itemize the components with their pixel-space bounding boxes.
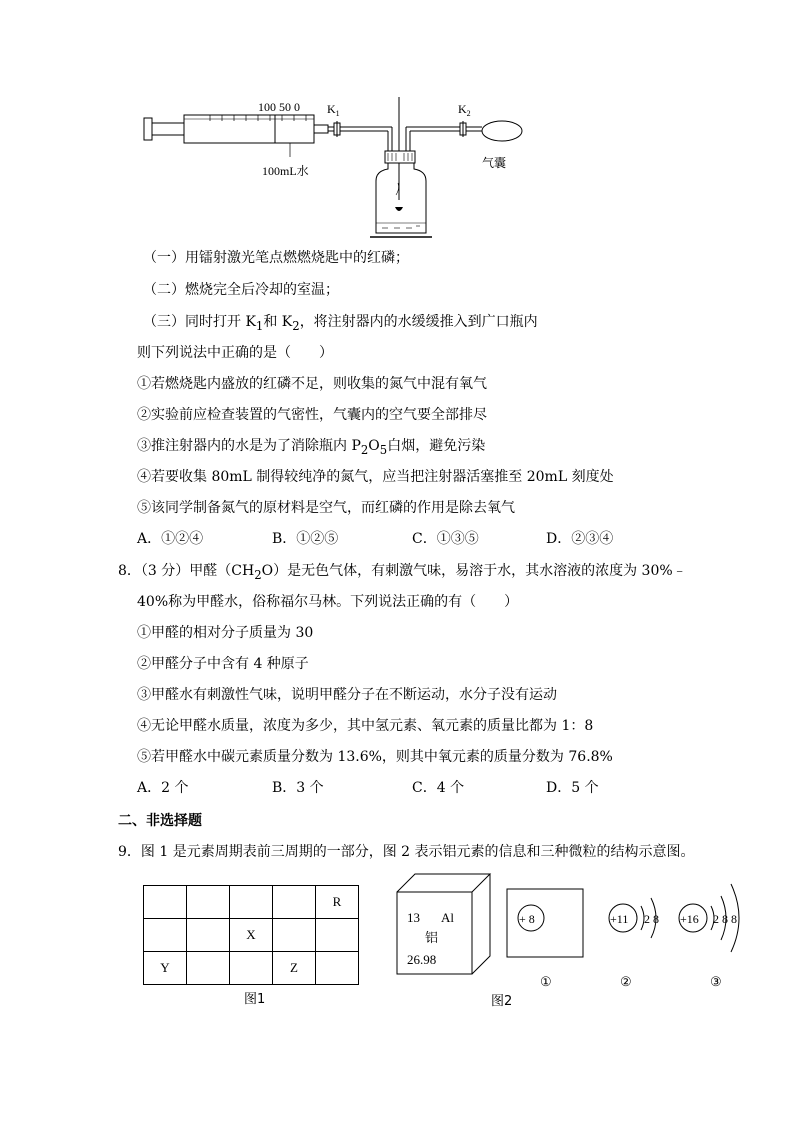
element-symbol: Al (441, 910, 454, 925)
table-cell (273, 886, 316, 919)
svg-text:K1 (327, 102, 340, 118)
q7-statement-3-text-b: O (368, 438, 380, 454)
atomic-number: 13 (407, 910, 420, 925)
table-cell (144, 919, 187, 952)
q8-statement-4: ④无论甲醛水质量，浓度为多少，其中氢元素、氧元素的质量比都为 1：8 (137, 718, 594, 734)
q7-statement-4: ④若要收集 80mL 制得较纯净的氮气，应当把注射器活塞推至 20mL 刻度处 (137, 469, 614, 485)
table-cell (316, 952, 359, 985)
q7-option-d[interactable]: D．②③④ (546, 531, 614, 547)
q7-statement-3-text-c: 白烟，避免污染 (387, 438, 486, 454)
element-name: 铝 (425, 930, 439, 945)
q7-statement-3-sub-2: 5 (379, 442, 388, 457)
q7-step-3-text-a: （三）同时打开 K (143, 314, 256, 330)
q7-option-c[interactable]: C．①③⑤ (412, 531, 479, 547)
svg-text:K2 (458, 102, 471, 118)
particle-2-diagram (609, 898, 659, 989)
q7-statement-3 (137, 436, 485, 460)
q7-step-3-text-c: ，将注射器内的水缓缓推入到广口瓶内 (299, 314, 538, 330)
particle-2-electrons: 2 8 (644, 912, 659, 926)
q8-option-c[interactable]: C．4 个 (412, 780, 465, 796)
periodic-table-fragment (143, 885, 359, 985)
particle-2-nucleus: +11 (610, 912, 629, 926)
table-cell (230, 952, 273, 985)
q7-statement-1: ①若燃烧匙内盛放的红磷不足，则收集的氮气中混有氧气 (137, 376, 487, 392)
q7-step-1: （一）用镭射激光笔点燃燃烧匙中的红磷； (143, 250, 409, 266)
q7-stem: 则下列说法中正确的是（ ） (137, 345, 333, 361)
particle-1-nucleus: + 8 (519, 912, 535, 926)
q8-stem-sub: 2 (254, 567, 262, 582)
element-x-cell: X (230, 919, 273, 952)
bottle-stopper (385, 151, 415, 163)
apparatus-diagram (130, 95, 550, 245)
table-cell (187, 886, 230, 919)
q8-stem-text-a: 8．（3 分）甲醛（CH (118, 563, 255, 579)
q8-stem-line-2: 40%称为甲醛水，俗称福尔马林。下列说法正确的有（ ） (137, 594, 519, 610)
gas-bag-label: 气囊 (482, 156, 507, 170)
k1-label: K (327, 102, 336, 116)
atomic-mass: 26.98 (407, 952, 437, 967)
element-r-cell: R (316, 886, 359, 919)
q7-step-3 (143, 312, 538, 336)
q7-step-2: （二）燃烧完全后冷却的室温； (143, 282, 339, 298)
q7-option-b[interactable]: B．①②⑤ (272, 531, 339, 547)
q8-stem-text-b: O）是无色气体，有刺激气味，易溶于水，其水溶液的浓度为 30%﹣ (261, 563, 687, 579)
table-cell (273, 919, 316, 952)
k2-subscript: 2 (466, 109, 471, 118)
q8-statement-5: ⑤若甲醛水中碳元素质量分数为 13.6%，则其中氧元素的质量分数为 76.8% (137, 749, 613, 765)
particle-1-label: ① (540, 974, 552, 989)
particle-3-nucleus: +16 (680, 912, 699, 926)
syringe-plunger (144, 118, 152, 140)
q8-option-b[interactable]: B．3 个 (272, 780, 324, 796)
q7-statement-3-sub-1: 2 (360, 442, 369, 457)
q7-step-3-text-b: 和 K (263, 314, 293, 330)
k2-label: K (458, 102, 467, 116)
water-label: 100mL水 (262, 164, 309, 178)
figure-2-caption: 图2 (491, 994, 513, 1009)
q8-stem-line-1 (118, 561, 687, 585)
wide-mouth-bottle (376, 163, 426, 233)
table-cell (230, 886, 273, 919)
k1-clamp (334, 121, 340, 137)
q8-statement-2: ②甲醛分子中含有 4 种原子 (137, 656, 309, 672)
q7-statement-2: ②实验前应检查装置的气密性，气囊内的空气要全部排尽 (137, 407, 487, 423)
particle-1-diagram (507, 889, 583, 989)
q9-stem: 9．图 1 是元素周期表前三周期的一部分，图 2 表示铝元素的信息和三种微粒的结构示意图。 (118, 844, 695, 860)
particle-3-label: ③ (710, 974, 722, 989)
particle-3-diagram (679, 884, 739, 989)
table-cell (144, 886, 187, 919)
q8-statement-3: ③甲醛水有刺激性气味，说明甲醛分子在不断运动，水分子没有运动 (137, 687, 557, 703)
k1-subscript: 1 (335, 109, 340, 118)
q8-option-a[interactable]: A．2 个 (137, 780, 189, 796)
q7-statement-3-text-a: ③推注射器内的水是为了消除瓶内 P (137, 438, 361, 454)
q7-statement-5: ⑤该同学制备氮气的原材料是空气，而红磷的作用是除去氧气 (137, 500, 515, 516)
q7-step-3-sub-1: 1 (255, 318, 264, 333)
q8-option-d[interactable]: D．5 个 (546, 780, 599, 796)
aluminum-element-card (397, 874, 490, 974)
table-cell (187, 919, 230, 952)
particle-2-label: ② (620, 974, 632, 989)
q7-option-a[interactable]: A．①②④ (137, 531, 204, 547)
table-cell (187, 952, 230, 985)
figure-2 (395, 870, 765, 990)
syringe-scale: 100 50 0 (258, 100, 300, 114)
gas-bag (482, 121, 522, 141)
figure-1-caption: 图1 (244, 992, 266, 1007)
q8-statement-1: ①甲醛的相对分子质量为 30 (137, 625, 314, 641)
particle-3-electrons: 2 8 8 (713, 912, 737, 926)
element-y-cell: Y (144, 952, 187, 985)
element-z-cell: Z (273, 952, 316, 985)
k2-clamp (460, 121, 466, 137)
table-cell (316, 919, 359, 952)
q7-step-3-sub-2: 2 (292, 318, 300, 333)
section-heading: 二、非选择题 (118, 813, 202, 829)
